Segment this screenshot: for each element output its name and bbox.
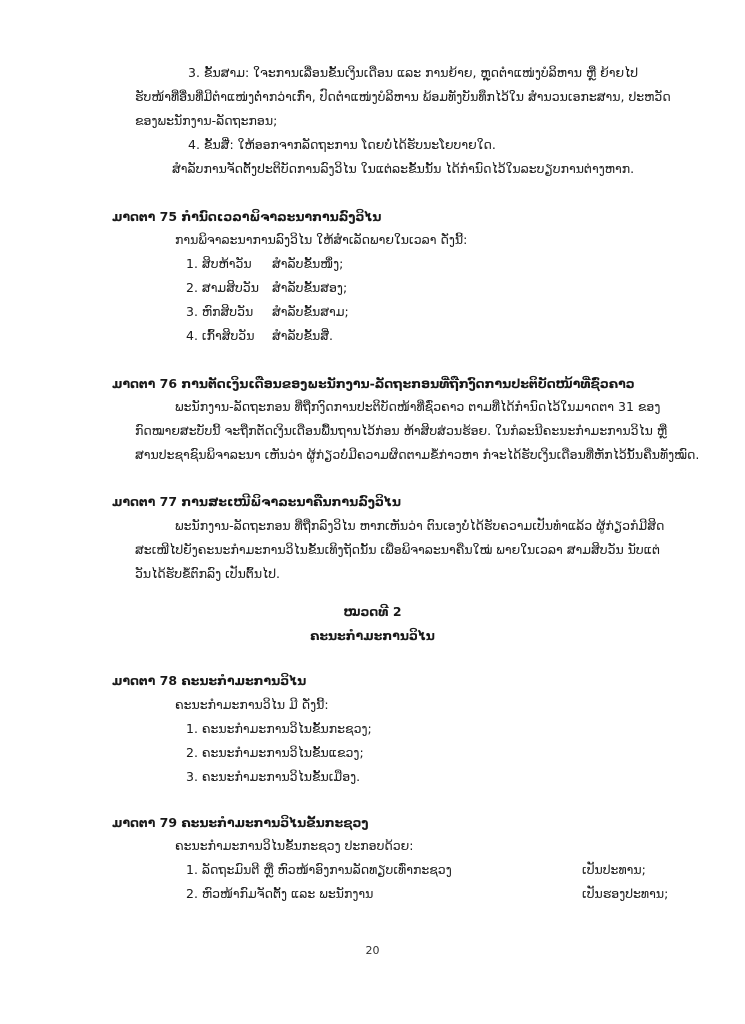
article75-item2-num: 2. ສາມສິບວັນ	[186, 280, 259, 295]
article76-line2: ກົດໝາຍສະບັບນີ້ ຈະຖືກຕັດເງິນເດືອນພື້ນຖານໄວ້ກ່ອນ ຫ້າສິບສ່ວນຮ້ອຍ. ໃນກໍລະນີຄະນະກໍາມະການວິໄນ ຫຼື	[135, 423, 668, 438]
article78-item3: 3. ຄະນະກໍາມະການວິໄນຂັ້ນເມືອງ.	[186, 769, 361, 784]
article78-item1: 1. ຄະນະກໍາມະການວິໄນຂັ້ນກະຊວງ;	[186, 721, 372, 736]
article78-heading: ມາດຕາ 78 ຄະນະກໍາມະການວິໄນ	[112, 673, 307, 688]
article79-heading: ມາດຕາ 79 ຄະນະກໍາມະການວິໄນຂັ້ນກະຊວງ	[112, 815, 369, 830]
article79-item2-text: 2. ຫົວໜ້າກົມຈັດຕັ້ງ ແລະ ພະນັກງານ	[186, 886, 374, 901]
article79-intro: ຄະນະກໍາມະການວິໄນຂັ້ນກະຊວງ ປະກອບດ້ວຍ:	[175, 838, 414, 853]
article75-item1-desc: ສໍາລັບຂັ້ນໜຶ່ງ;	[272, 256, 344, 271]
page-number: 20	[365, 944, 380, 957]
article75-item1-num: 1. ສິບຫ້າວັນ	[186, 256, 252, 271]
article75-item2-desc: ສໍາລັບຂັ້ນສອງ;	[272, 280, 348, 295]
article76-line1: ພະນັກງານ-ລັດຖະກອນ ທີ່ຖືກງົດການປະຕິບັດໜ້າທີ່ຊົ່ວຄາວ ຕາມທີ່ໄດ້ກໍານົດໄວ້ໃນມາດຕາ 31 ຂອງ	[175, 399, 661, 414]
section-title: ໝວດທີ 2	[343, 604, 402, 619]
article76-line3: ສານປະຊາຊົນພິຈາລະນາ ເຫັນວ່າ ຜູ້ກ່ຽວບໍ່ມີຄວາມຜິດຕາມຂໍ້ກ່າວຫາ ກໍຈະໄດ້ຮັບເງິນເດືອນທີ່ຫັກໄວ້ນັ້ນຄືນທັງໝົດ.	[135, 447, 700, 462]
article75-item3-num: 3. ຫົກສິບວັນ	[186, 304, 254, 319]
article75-item4-desc: ສໍາລັບຂັ້ນສີ່.	[272, 328, 333, 343]
article77-heading: ມາດຕາ 77 ການສະເໜີພິຈາລະນາຄືນການລົງວິໄນ	[112, 494, 401, 509]
article75-heading: ມາດຕາ 75 ກໍານົດເວລາພິຈາລະນາການລົງວິໄນ	[112, 209, 382, 224]
article75-item3-desc: ສໍາລັບຂັ້ນສາມ;	[272, 304, 349, 319]
article75-item4-num: 4. ເກົ້າສິບວັນ	[186, 328, 255, 343]
article78-intro: ຄະນະກໍາມະການວິໄນ ມີ ດັ່ງນີ້:	[175, 697, 329, 712]
section-subtitle: ຄະນະກໍາມະການວິໄນ	[310, 628, 435, 643]
intro-item3-line2: ຮັບໜ້າທີ່ອື່ນທີ່ມີຕໍາແໜ່ງຕໍ່າກວ່າເກົ່າ, ປົດຕໍາແໜ່ງບໍລິຫານ ພ້ອມທັງບັນທຶກໄວ້ໃນ ສໍານວນເອກະສານ, ປະຫວັດ	[135, 89, 671, 104]
article76-heading: ມາດຕາ 76 ການຕັດເງິນເດືອນຂອງພະນັກງານ-ລັດຖະກອນທີ່ຖືກງົດການປະຕິບັດໜ້າທີ່ຊົ່ວຄາວ	[112, 376, 635, 391]
article77-line2: ສະເໜີໄປຍັງຄະນະກໍາມະການວິໄນຂັ້ນເທິງຖັດນັ້ນ ເພື່ອພິຈາລະນາຄືນໃໝ່ ພາຍໃນເວລາ ສາມສິບວັນ ນັບແຕ່	[135, 542, 660, 557]
article77-line1: ພະນັກງານ-ລັດຖະກອນ ທີ່ຖືກລົງວິໄນ ຫາກເຫັນວ່າ ຕົນເອງບໍ່ໄດ້ຮັບຄວາມເປັນທໍາແລ້ວ ຜູ້ກ່ຽວກໍມີສິດ	[175, 518, 665, 533]
article79-item1-text: 1. ລັດຖະມົນຕີ ຫຼື ຫົວໜ້າອົງການລັດທຽບເທົ່າກະຊວງ	[186, 862, 452, 877]
article79-item1-role: ເປັນປະທານ;	[582, 862, 646, 877]
article77-line3: ວັນໄດ້ຮັບຂໍ້ຕົກລົງ ເປັນຕົ້ນໄປ.	[135, 566, 280, 581]
intro-closing: ສໍາລັບການຈັດຕັ້ງປະຕິບັດການລົງວິໄນ ໃນແຕ່ລະຂັ້ນນັ້ນ ໄດ້ກໍານົດໄວ້ໃນລະບຽບການຕ່າງຫາກ.	[172, 161, 635, 176]
article79-item2-role: ເປັນຮອງປະທານ;	[582, 886, 669, 901]
article78-item2: 2. ຄະນະກໍາມະການວິໄນຂັ້ນແຂວງ;	[186, 745, 364, 760]
article75-intro: ການພິຈາລະນາການລົງວິໄນ ໃຫ້ສໍາເລັດພາຍໃນເວລາ ດັ່ງນີ້:	[175, 232, 468, 247]
intro-item3-line3: ຂອງພະນັກງານ-ລັດຖະກອນ;	[135, 113, 278, 128]
intro-item4: 4. ຂັ້ນສີ່: ໃຫ້ອອກຈາກລັດຖະການ ໂດຍບໍ່ໄດ້ຮັບນະໂຍບາຍໃດ.	[188, 137, 496, 152]
intro-item3-line1: 3. ຂັ້ນສາມ: ໃຈະການເລື່ອນຂັ້ນເງິນເດືອນ ແລະ ການຍ້າຍ, ຫຼຸດຕໍາແໜ່ງບໍລິຫານ ຫຼື ຍ້າຍໄປ	[188, 65, 639, 80]
